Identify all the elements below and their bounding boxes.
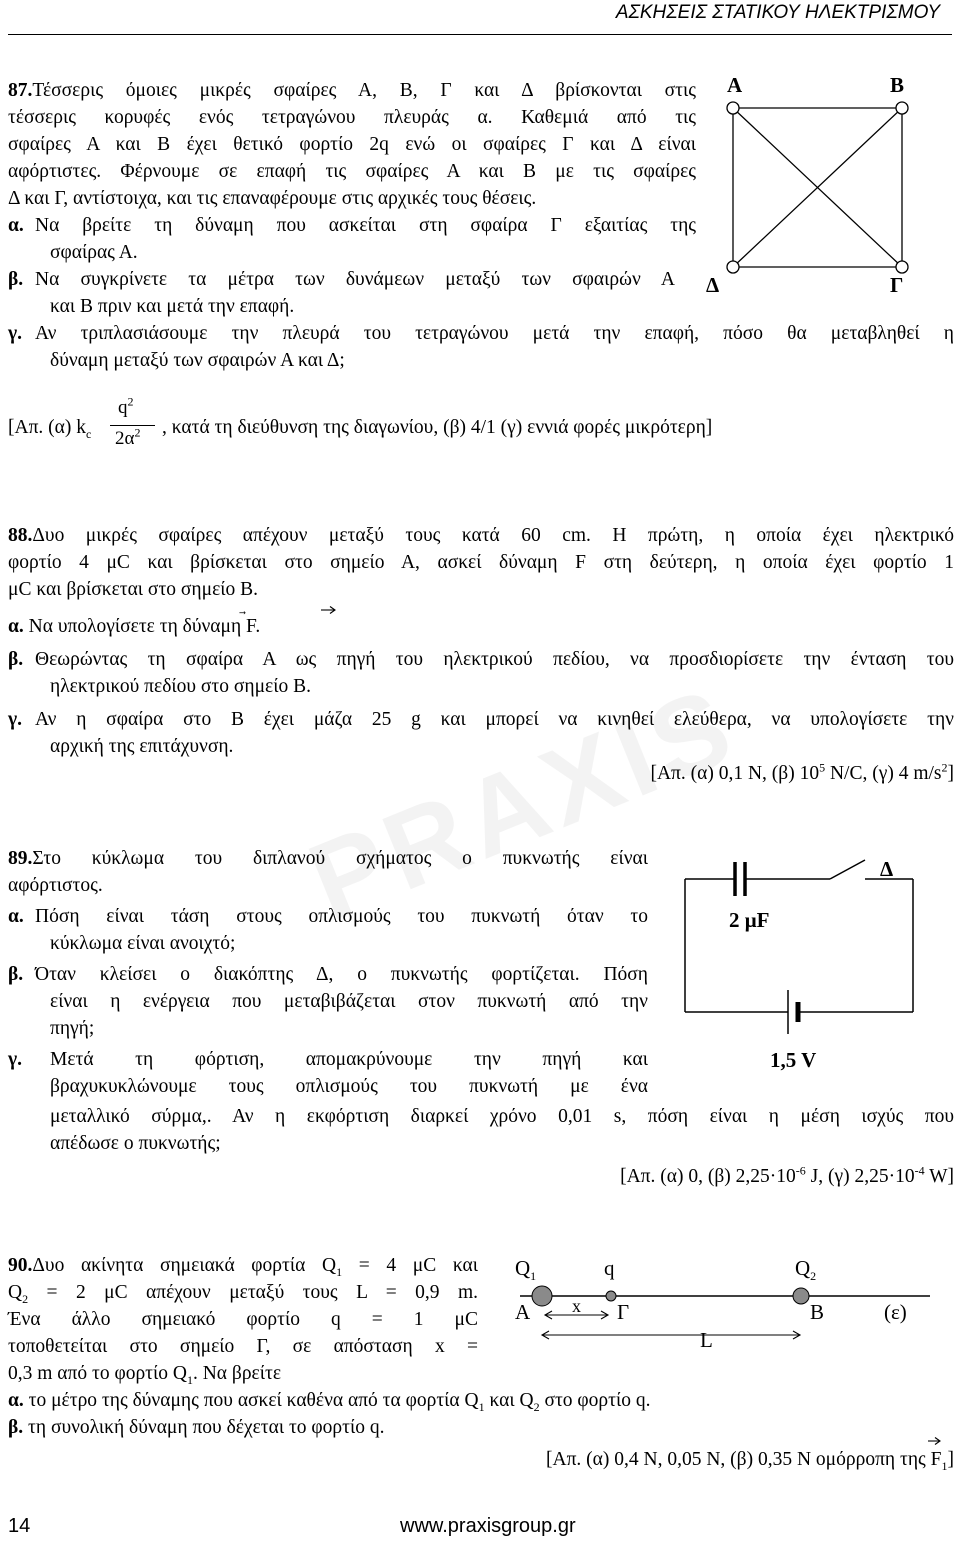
p87-b-line1: Να συγκρίνετε τα μέτρα των δυνάμεων μεταξύ των σφαιρών Α <box>35 269 675 290</box>
p89-b-line1: Όταν κλείσει ο διακόπτης Δ, ο πυκνωτής φορτίζεται. Πόση <box>35 964 648 985</box>
page-number: 14 <box>8 1515 31 1537</box>
p88-c-line1: Αν η σφαίρα στο Β έχει μάζα 25 g και μπορεί να κινηθεί ελεύθερα, να υπολογίσετε την <box>35 709 954 730</box>
p87-frac-bar <box>110 425 155 426</box>
footer-website: www.praxisgroup.gr <box>400 1515 576 1537</box>
p89-c-line1: Μετά τη φόρτιση, απομακρύνουμε την πηγή και <box>50 1049 648 1070</box>
p87-line2: τέσσερις κορυφές ενός τετραγώνου πλευράς α. Καθεμιά από τις <box>8 107 696 128</box>
p87-label-d: Δ <box>706 273 720 297</box>
p89-line2: αφόρτιστος. <box>8 875 103 896</box>
p90-line4: τοποθετείται στο σημείο Γ, σε απόσταση x = <box>8 1336 478 1357</box>
p90-line1: 90.Δυο ακίνητα σημειακά φορτία $Q_1 = 4$ μC και <box>8 1255 478 1279</box>
p87-label-b: Β <box>890 73 905 97</box>
p90-answer: [Απ. (α) 0,4 N, 0,05 N, (β) 0,35 N ομόρροπη της $F_1$] <box>546 1446 954 1473</box>
p89-c-label: γ. <box>8 1049 22 1070</box>
charge-q2 <box>793 1288 809 1304</box>
p87-line3: σφαίρες Α και Β έχει θετικό φορτίο 2q ενώ οι σφαίρες Γ και Δ είναι <box>8 134 696 155</box>
p88-b-label: β. <box>8 649 24 670</box>
p90-label-l: L <box>700 1328 713 1352</box>
p88-c-line2: αρχική της επιτάχυνση. <box>50 736 234 757</box>
p88-line3: μC και βρίσκεται στο σημείο Β. <box>8 579 259 600</box>
p88-line2: φορτίο 4 μC και βρίσκεται στο σημείο Α, ασκεί δύναμη F στη δεύτερη, η οποία έχει φορτίο 1 <box>8 552 954 573</box>
p89-answer: [Απ. (α) 0, (β) $2,25\cdot 10^{-6}$ J, (γ) $2,25\cdot 10^{-4}$ W] <box>620 1163 954 1187</box>
p90-label-x: x <box>572 1296 581 1316</box>
p89-a-line1: Πόση είναι τάση στους οπλισμούς του πυκνωτή όταν το <box>35 906 648 927</box>
sphere-a <box>727 102 739 114</box>
p90-line5: 0,3 m από το φορτίο $Q_1$. Να βρείτε <box>8 1363 282 1387</box>
vector-f1: $F_1$ <box>930 1449 948 1473</box>
p87-line1: 87.Τέσσερις όμοιες μικρές σφαίρες Α, Β, Γ και Δ βρίσκονται στις <box>8 80 696 101</box>
p88-answer: [Απ. (α) 0,1 N, (β) $10^5$ N/C, (γ) 4 $m/s^2$] <box>650 760 954 784</box>
p87-label-a: Α <box>727 73 743 97</box>
p90-b-line: β. τη συνολική δύναμη που δέχεται το φορτίο q. <box>8 1417 385 1438</box>
p90-line2: $Q_2 = 2$ μC απέχουν μεταξύ τους L = 0,9 m. <box>8 1282 478 1306</box>
p90-line3: Ένα άλλο σημειακό φορτίο q = 1 μC <box>8 1309 478 1330</box>
p87-label-g: Γ <box>890 273 904 297</box>
switch-blade <box>830 860 865 879</box>
p90-label-b: Β <box>810 1300 825 1324</box>
p87-frac-denominator: $2\alpha^2$ <box>115 425 141 449</box>
p87-a-line2: σφαίρας Α. <box>50 242 138 263</box>
running-header: ΑΣΚΗΣΕΙΣ ΣΤΑΤΙΚΟΥ ΗΛΕΚΤΡΙΣΜΟΥ <box>615 2 940 23</box>
p90-label-q2: $Q_2$ <box>795 1256 817 1284</box>
p87-c-line1: Αν τριπλασιάσουμε την πλευρά του τετραγώνου μετά την επαφή, πόσο θα μεταβληθεί η <box>35 323 954 344</box>
p90-label-epsilon: (ε) <box>884 1300 907 1324</box>
p87-square-figure <box>720 95 920 285</box>
p87-b-label: β. <box>8 269 24 290</box>
p87-a-label: α. <box>8 215 24 236</box>
p89-capacitor-label: 2 μF <box>729 908 770 932</box>
p89-a-label: α. <box>8 906 24 927</box>
p88-b-line1: Θεωρώντας τη σφαίρα Α ως πηγή του ηλεκτρικού πεδίου, να προσδιορίσετε την ένταση του <box>35 649 954 670</box>
p88-c-label: γ. <box>8 709 22 730</box>
p90-charges-figure <box>500 1280 950 1360</box>
p89-b-line3: πηγή; <box>50 1018 95 1039</box>
p88-a-line: α. Να υπολογίσετε τη δύναμη F. <box>8 613 260 640</box>
charge-q <box>606 1291 616 1301</box>
p90-label-q: q <box>604 1256 615 1280</box>
header-rule <box>8 34 952 35</box>
p89-c-line3: μεταλλικό σύρμα,. Αν η εκφόρτιση διαρκεί χρόνο 0,01 s, πόση είναι η μέση ισχύς που <box>50 1106 954 1127</box>
p87-number: 87. <box>8 80 33 101</box>
p89-battery-label: 1,5 V <box>770 1048 817 1072</box>
p89-switch-label: Δ <box>880 857 894 881</box>
p87-a-line1: Να βρείτε τη δύναμη που ασκείται στη σφαίρα Γ εξαιτίας της <box>35 215 696 236</box>
charge-q1 <box>532 1286 552 1306</box>
p88-b-line2: ηλεκτρικού πεδίου στο σημείο Β. <box>50 676 311 697</box>
p87-answer-prefix: [Απ. (α) $k_c$ <box>8 417 92 441</box>
p87-c-label: γ. <box>8 323 22 344</box>
p87-line5: Δ και Γ, αντίστοιχα, και τις επαναφέρουμε στις αρχικές τους θέσεις. <box>8 188 537 209</box>
vector-arrow-icon-2 <box>927 1436 943 1446</box>
p89-a-line2: κύκλωμα είναι ανοιχτό; <box>50 933 236 954</box>
p89-line1: 89.Στο κύκλωμα του διπλανού σχήματος ο πυκνωτής είναι <box>8 848 648 869</box>
p87-answer-text: , κατά τη διεύθυνση της διαγωνίου, (β) 4/1 (γ) εννιά φορές μικρότερη] <box>162 417 713 438</box>
p89-b-line2: είναι η ενέργεια που μεταβιβάζεται στον πυκνωτή από την <box>50 991 648 1012</box>
p87-frac-numerator: $q^2$ <box>118 394 134 418</box>
sphere-g <box>896 261 908 273</box>
sphere-d <box>727 261 739 273</box>
p87-line4: αφόρτιστες. Φέρνουμε σε επαφή τις σφαίρες Α και Β με τις σφαίρες <box>8 161 696 182</box>
p90-a-line: α. το μέτρο της δύναμης που ασκεί καθένα από τα φορτία $Q_1$ και $Q_2$ στο φορτίο q. <box>8 1390 651 1414</box>
p90-label-a: Α <box>515 1300 531 1324</box>
p89-c-line4: απέδωσε ο πυκνωτής; <box>50 1133 221 1154</box>
p90-label-g: Γ <box>617 1300 630 1324</box>
p87-c-line2: δύναμη μεταξύ των σφαιρών Α και Δ; <box>50 350 345 371</box>
p87-b-line2: και Β πριν και μετά την επαφή. <box>50 296 295 317</box>
p88-line1: 88.Δυο μικρές σφαίρες απέχουν μεταξύ τους κατά 60 cm. Η πρώτη, η οποία έχει ηλεκτρικό <box>8 525 954 546</box>
vector-f: F. <box>246 616 261 637</box>
p89-c-line2: βραχυκυκλώνουμε τους οπλισμούς του πυκνωτή με ένα <box>50 1076 648 1097</box>
vector-arrow-icon <box>320 605 338 615</box>
p90-label-q1: $Q_1$ <box>515 1256 537 1284</box>
p89-b-label: β. <box>8 964 24 985</box>
sphere-b <box>896 102 908 114</box>
